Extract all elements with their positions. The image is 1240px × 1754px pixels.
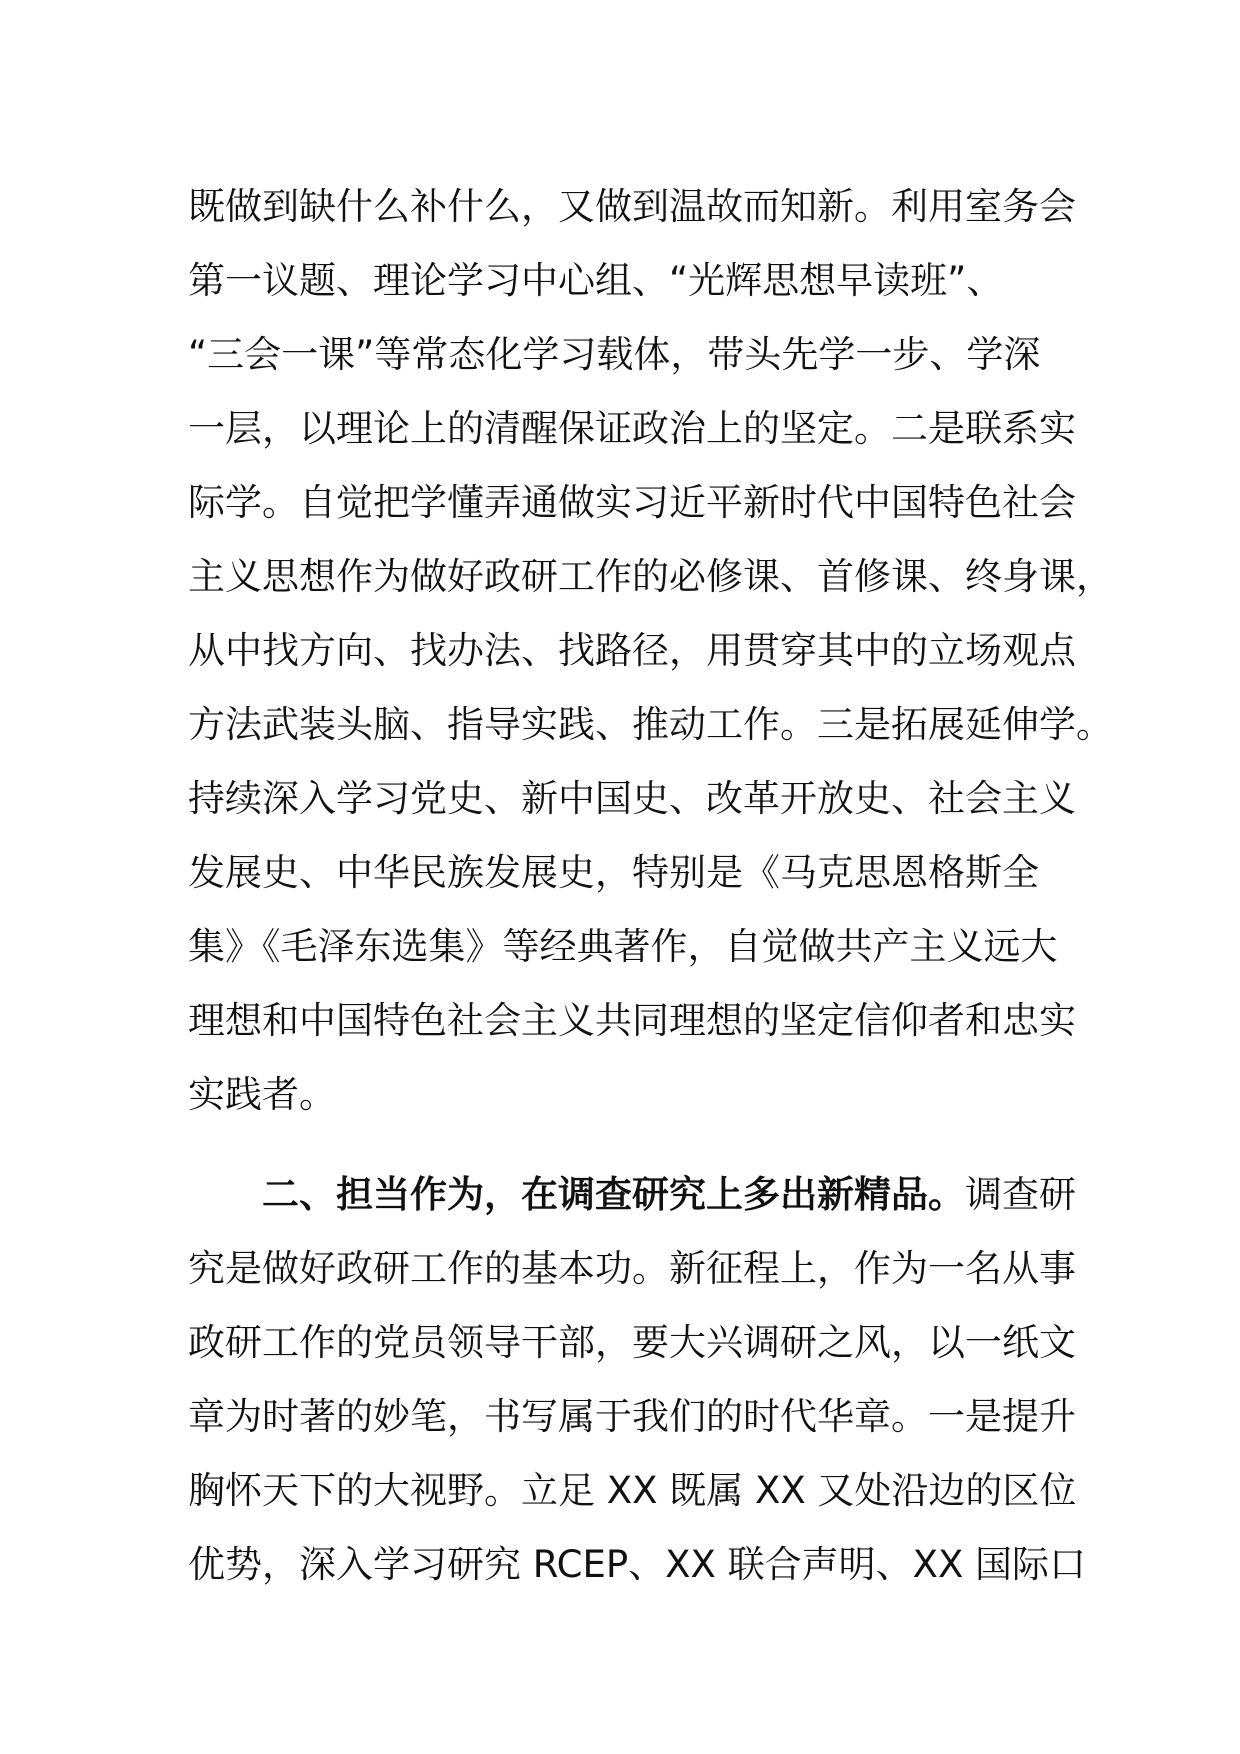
paragraph-research	[188, 1158, 1088, 1602]
text-line: 方法武装头脑、指导实践、推动工作。三是拓展延伸学。	[188, 703, 1113, 746]
text-line: 一层，以理论上的清醒保证政治上的坚定。二是联系实	[188, 407, 1076, 450]
text-line: 究是做好政研工作的基本功。新征程上，作为一名从事	[188, 1247, 1076, 1290]
section-heading: 二、担当作为，在调查研究上多出新精品。	[262, 1173, 965, 1216]
text-line: 主义思想作为做好政研工作的必修课、首修课、终身课，	[188, 555, 1113, 598]
paragraph-study	[188, 170, 1113, 1132]
heading-continuation: 调查研	[965, 1173, 1076, 1216]
text-line: 际学。自觉把学懂弄通做实习近平新时代中国特色社会	[188, 481, 1076, 524]
text-line: 第一议题、理论学习中心组、“光辉思想早读班”、	[188, 259, 1004, 302]
text-line: 优势，深入学习研究 RCEP、XX 联合声明、XX 国际口	[188, 1543, 1087, 1586]
text-line: 实践者。	[188, 1073, 336, 1116]
text-line: 政研工作的党员领导干部，要大兴调研之风，以一纸文	[188, 1321, 1076, 1364]
text-line: 胸怀天下的大视野。立足 XX 既属 XX 又处沿边的区位	[188, 1469, 1077, 1512]
text-line: 发展史、中华民族发展史，特别是《马克思恩格斯全	[188, 851, 1039, 894]
text-line: 集》《毛泽东选集》等经典著作，自觉做共产主义远大	[188, 925, 1058, 968]
text-line-first	[188, 1158, 1088, 1232]
text-line: 持续深入学习党史、新中国史、改革开放史、社会主义	[188, 777, 1076, 820]
text-line: 理想和中国特色社会主义共同理想的坚定信仰者和忠实	[188, 999, 1076, 1042]
text-line: “三会一课”等常态化学习载体，带头先学一步、学深	[188, 333, 1041, 376]
text-line: 从中找方向、找办法、找路径，用贯穿其中的立场观点	[188, 629, 1076, 672]
text-line: 既做到缺什么补什么，又做到温故而知新。利用室务会	[188, 185, 1076, 228]
text-line: 章为时著的妙笔，书写属于我们的时代华章。一是提升	[188, 1395, 1076, 1438]
